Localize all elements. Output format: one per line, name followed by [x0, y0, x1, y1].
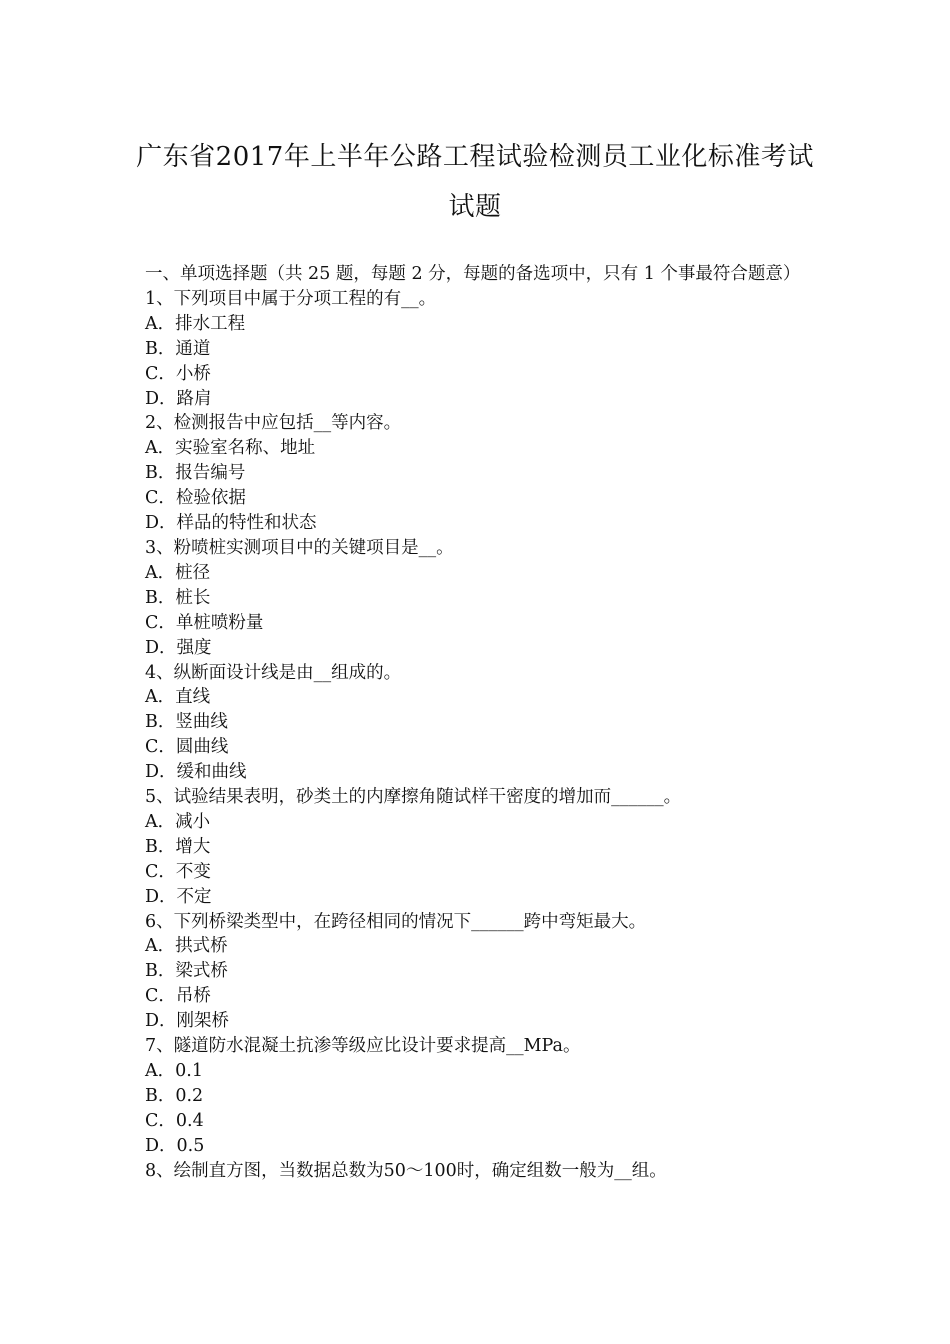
- question-stem: 4、纵断面设计线是由__组成的。: [145, 662, 402, 683]
- option-b: B．梁式桥: [145, 961, 228, 982]
- question-stem: 1、下列项目中属于分项工程的有__。: [145, 288, 437, 309]
- question-6: [145, 910, 810, 1035]
- option-c: C．单桩喷粉量: [145, 612, 264, 633]
- option-a: A．拱式桥: [145, 936, 228, 957]
- question-1: [145, 287, 810, 412]
- option-b: B．0.2: [145, 1085, 204, 1106]
- question-7: [145, 1034, 810, 1159]
- option-c: C．吊桥: [145, 986, 211, 1007]
- option-d: D．0.5: [145, 1135, 205, 1156]
- option-c: C．0.4: [145, 1110, 204, 1131]
- option-d: D．刚架桥: [145, 1011, 230, 1032]
- option-a: A．实验室名称、地址: [145, 438, 316, 459]
- option-a: A．减小: [145, 811, 211, 832]
- title-line-1: 广东省2017年上半年公路工程试验检测员工业化标准考试: [136, 142, 814, 172]
- option-c: C．检验依据: [145, 488, 246, 509]
- option-d: D．不定: [145, 886, 212, 907]
- option-a: A．桩径: [145, 562, 211, 583]
- option-b: B．增大: [145, 836, 211, 857]
- section-heading: 一、单项选择题（共 25 题，每题 2 分，每题的备选项中，只有 1 个事最符合题意）: [145, 264, 801, 284]
- question-stem: 5、试验结果表明，砂类土的内摩擦角随试样干密度的增加而______。: [145, 787, 682, 808]
- question-4: [145, 661, 810, 786]
- question-list: [145, 262, 810, 1184]
- document-title: [120, 132, 830, 232]
- question-5: [145, 785, 810, 910]
- option-b: B．报告编号: [145, 463, 246, 484]
- option-b: B．桩长: [145, 587, 211, 608]
- option-d: D．样品的特性和状态: [145, 513, 317, 534]
- option-a: A．0.1: [145, 1061, 203, 1081]
- question-stem: 8、绘制直方图，当数据总数为50～100时，确定组数一般为__组。: [145, 1160, 667, 1181]
- title-line-2: 试题: [448, 192, 502, 222]
- question-2: [145, 411, 810, 536]
- option-c: C．圆曲线: [145, 737, 229, 758]
- option-c: C．小桥: [145, 363, 211, 384]
- option-a: A．排水工程: [145, 313, 246, 334]
- option-b: B．竖曲线: [145, 712, 228, 733]
- option-d: D．强度: [145, 637, 212, 658]
- option-a: A．直线: [145, 687, 211, 708]
- question-stem: 2、检测报告中应包括__等内容。: [145, 413, 402, 434]
- question-stem: 6、下列桥梁类型中，在跨径相同的情况下______跨中弯矩最大。: [145, 911, 647, 932]
- option-d: D．路肩: [145, 388, 212, 409]
- question-8: [145, 1159, 810, 1184]
- option-d: D．缓和曲线: [145, 762, 247, 783]
- question-stem: 7、隧道防水混凝土抗渗等级应比设计要求提高__MPa。: [145, 1036, 581, 1057]
- option-b: B．通道: [145, 338, 211, 359]
- question-stem: 3、粉喷桩实测项目中的关键项目是__。: [145, 537, 454, 558]
- option-c: C．不变: [145, 861, 211, 882]
- question-3: [145, 536, 810, 661]
